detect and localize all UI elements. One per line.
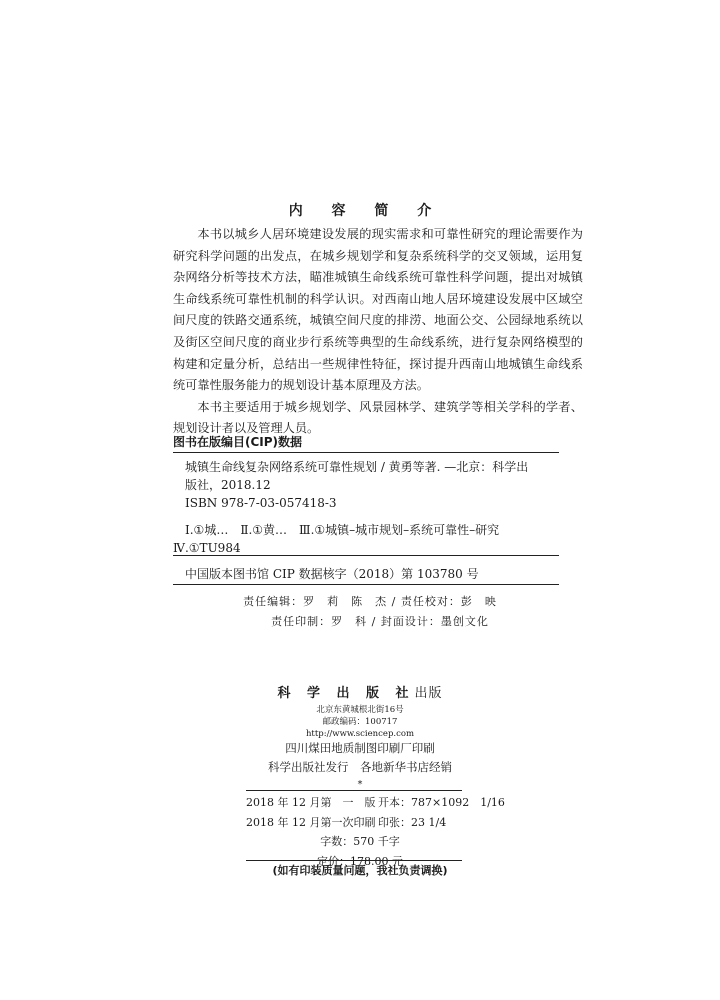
publisher-block: [0, 682, 720, 740]
cip-entry-line-1: 城镇生命线复杂网络系统可靠性规划 / 黄勇等著. —北京：科学出: [185, 460, 529, 474]
editors-line-1: 责任编辑：罗 莉 陈 杰 / 责任校对：彭 映: [243, 595, 497, 608]
price-label: 定价：178.00 元: [317, 854, 403, 868]
spec-top-rule: [246, 790, 462, 791]
editors-line-2: 责任印制：罗 科 / 封面设计：墨创文化: [271, 615, 489, 628]
cip-classification-line-1: Ⅰ.①城… Ⅱ.①黄… Ⅲ.①城镇–城市规划–系统可靠性–研究: [185, 523, 500, 537]
distribution-line: 科学出版社发行 各地新华书店经销: [268, 760, 452, 774]
printer-name: 四川煤田地质制图印刷厂印刷: [285, 741, 435, 755]
cip-entry-line-2: 版社，2018.12: [185, 478, 271, 492]
cip-number: 中国版本图书馆 CIP 数据核字（2018）第 103780 号: [185, 567, 479, 581]
publisher-logo-name: 科 学 出 版 社: [277, 686, 415, 701]
abstract-title: 内 容 简 介: [288, 203, 444, 219]
format-label: 开本：787×1092 1/16: [378, 796, 505, 809]
cip-middle-rule: [173, 555, 559, 556]
sheets-label: 印张：23 1/4: [378, 815, 447, 829]
cip-bottom-rule: [173, 584, 559, 585]
publisher-postcode: 邮政编码：100717: [322, 717, 398, 727]
cip-record: [173, 458, 559, 557]
separator-star: *: [357, 779, 363, 790]
edition-label: 2018 年 12 月第 一 版: [246, 796, 376, 809]
publisher-url: http://www.sciencep.com: [305, 729, 415, 739]
printing-label: 2018 年 12 月第一次印刷: [246, 815, 376, 829]
abstract-section: [173, 224, 583, 440]
abstract-paragraph-2: 本书主要适用于城乡规划学、风景园林学、建筑学等相关学科的学者、规划设计者以及管理人员。: [173, 399, 583, 436]
cip-heading: 图书在版编目(CIP)数据: [173, 435, 303, 449]
quality-note: (如有印装质量问题，我社负责调换): [272, 864, 448, 877]
spec-bottom-rule: [246, 860, 462, 861]
abstract-paragraph-1: 本书以城乡人居环境建设发展的现实需求和可靠性研究的理论需要作为研究科学问题的出发点，在城乡规划学和复杂系统科学的交叉领域，运用复杂网络分析等技术方法，瞄准城镇生命线系统可靠性科学问题，提出对城镇生命线系统可靠性机制的科学认识。对西南山地人居环境建设发展中区域空间尺度的铁路交通系统，城镇空间尺度的排涝、地面公交、公园绿地系统以及街区空间尺度的商业步行系统等典型的生命线系统，进行复杂网络模型的构建和定量分析，总结出一些规律性特征，探讨提升西南山地城镇生命线系统可靠性服务能力的规划设计基本原理及方法。: [173, 227, 583, 393]
cip-top-rule: [173, 452, 559, 453]
printer-block: [0, 739, 720, 793]
words-label: 字数：570 千字: [320, 835, 400, 848]
cip-isbn: ISBN 978-7-03-057418-3: [185, 496, 337, 510]
cip-classification-line-2: Ⅳ.①TU984: [173, 541, 241, 555]
publisher-address: 北京东黄城根北街16号: [316, 705, 404, 715]
publisher-suffix: 出版: [414, 686, 443, 701]
editors-credits: [0, 592, 720, 632]
